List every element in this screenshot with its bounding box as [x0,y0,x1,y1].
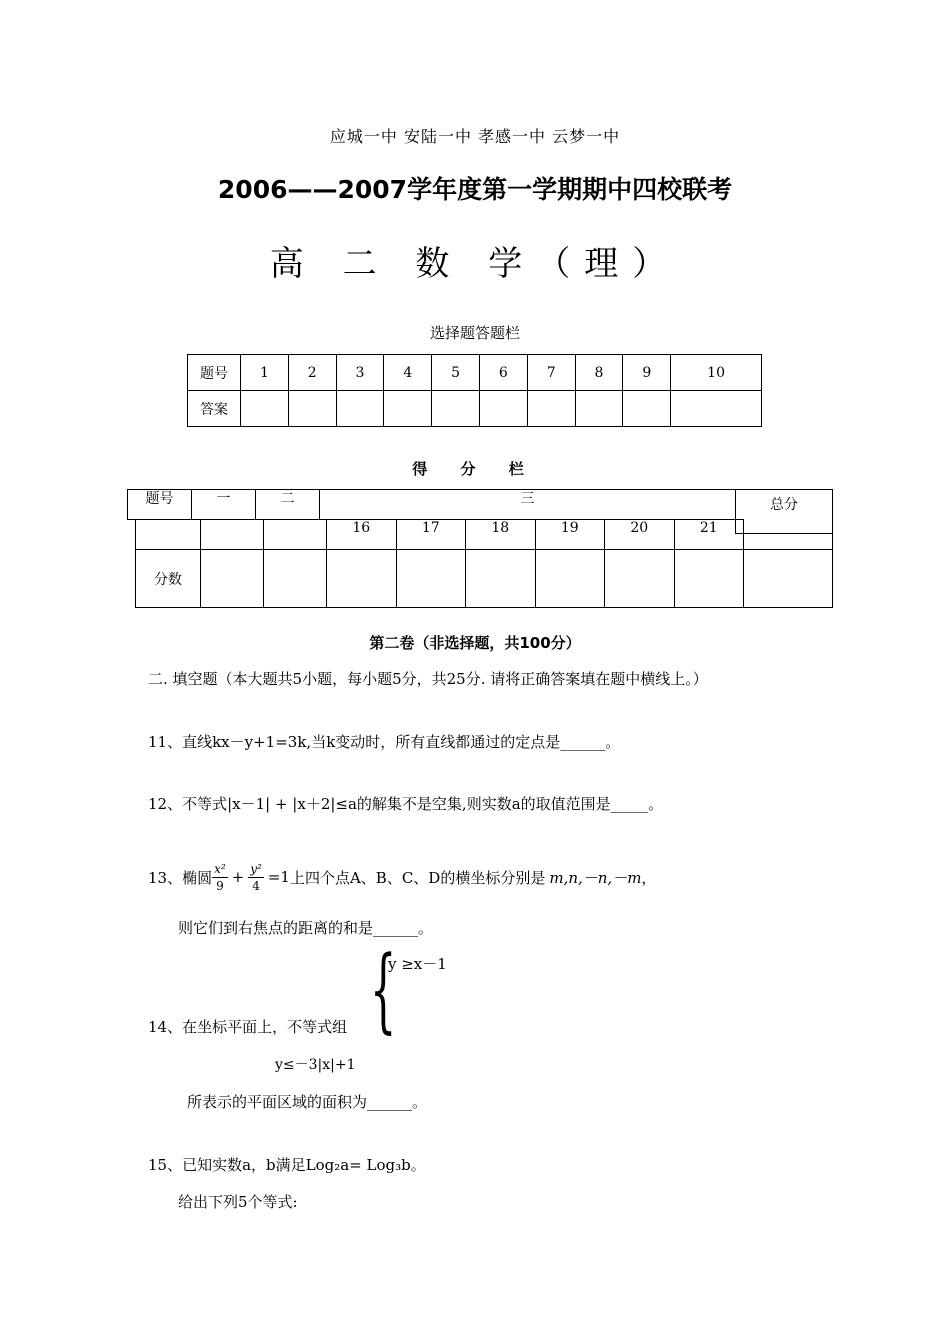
question-number-cell: 3 [336,355,384,391]
sub-question-number: 19 [535,520,605,550]
fraction-x2-over-9: $\frac{\text{x²}}{9}$ [214,861,226,893]
question-12: 12、不等式|x－1| + |x＋2|≤a的解集不是空集,则实数a的取值范围是_____。 [148,795,664,813]
question-14: 14、在坐标平面上，不等式组 [148,1018,348,1036]
table-row [188,391,762,427]
score-header-part-1: 一 [191,489,256,520]
q13-prefix: 13、椭圆 [148,868,213,887]
row-label-answer: 答案 [188,391,241,427]
score-cell[interactable] [674,550,744,608]
score-row-label: 分数 [136,550,201,608]
left-brace-icon: { [370,936,397,1043]
score-cell[interactable] [327,550,397,608]
sub-question-number: 18 [466,520,536,550]
score-cell[interactable] [605,550,675,608]
question-15-line2: 给出下列5个等式: [178,1193,298,1211]
answer-cell[interactable] [479,391,527,427]
score-header-part-2: 二 [255,489,320,520]
question-number-cell: 5 [432,355,480,391]
sub-question-number: 16 [327,520,397,550]
sub-question-number: 17 [396,520,466,550]
q13-values: m,n,－n,－m [549,868,642,887]
question-14-line2: 所表示的平面区域的面积为______。 [187,1093,428,1111]
fraction-y2-over-4: $\frac{\text{y²}}{4}$ [250,861,262,893]
question-number-cell: 6 [479,355,527,391]
answer-cell[interactable] [336,391,384,427]
answer-cell[interactable] [575,391,623,427]
q13-suffix: 上四个点A、B、C、D的横坐标分别是 [289,868,546,887]
question-number-cell: 9 [623,355,671,391]
score-cell[interactable] [744,550,833,608]
score-header-part-3: 三 [319,489,736,520]
inequality-1: y ≥x－1 [388,955,447,973]
section-title: 第二卷（非选择题，共100分） [369,634,581,652]
exam-title: 2006——2007学年度第一学期期中四校联考 [217,175,733,204]
subject-title: 高 二 数 学（理） [269,244,681,284]
answer-cell[interactable] [241,391,289,427]
choice-table-caption: 选择题答题栏 [429,324,520,342]
sub-question-number: 21 [674,520,744,550]
score-header-total: 总分 [735,489,833,534]
answer-cell[interactable] [671,391,762,427]
score-table-caption: 得 分 栏 [412,460,538,478]
question-13: 13、椭圆 $\frac{\text{x²}}{9}$ + $\frac{\text{y²}}{4}$ =1 上四个点A、B、C、D的横坐标分别是 m,n,－n,－m ， [148,861,657,893]
answer-cell[interactable] [623,391,671,427]
question-number-cell: 7 [527,355,575,391]
row-label-number: 题号 [188,355,241,391]
question-number-cell: 4 [384,355,432,391]
score-cell[interactable] [201,550,264,608]
question-number-cell: 1 [241,355,289,391]
answer-cell[interactable] [384,391,432,427]
question-11: 11、直线kx－y+1=3k,当k变动时，所有直线都通过的定点是______。 [148,733,621,751]
table-row [136,550,833,608]
score-cell[interactable] [466,550,536,608]
sub-question-number: 20 [605,520,675,550]
question-15: 15、已知实数a，b满足Log₂a= Log₃b。 [148,1156,426,1174]
choice-answer-table [187,354,762,427]
answer-cell[interactable] [527,391,575,427]
score-cell[interactable] [264,550,327,608]
score-cell[interactable] [535,550,605,608]
answer-cell[interactable] [432,391,480,427]
score-header-label: 题号 [127,489,192,520]
question-number-cell: 8 [575,355,623,391]
question-number-cell: 10 [671,355,762,391]
question-number-cell: 2 [288,355,336,391]
score-table [135,519,833,608]
question-13-line2: 则它们到右焦点的距离的和是______。 [178,919,434,937]
table-row [136,520,833,550]
score-cell[interactable] [396,550,466,608]
table-row [188,355,762,391]
answer-cell[interactable] [288,391,336,427]
school-names: 应城一中 安陆一中 孝感一中 云梦一中 [329,127,621,146]
inequality-2: y≤－3|x|+1 [275,1057,356,1073]
fill-in-intro: 二. 填空题（本大题共5小题，每小题5分，共25分. 请将正确答案填在题中横线上。） [148,670,708,688]
